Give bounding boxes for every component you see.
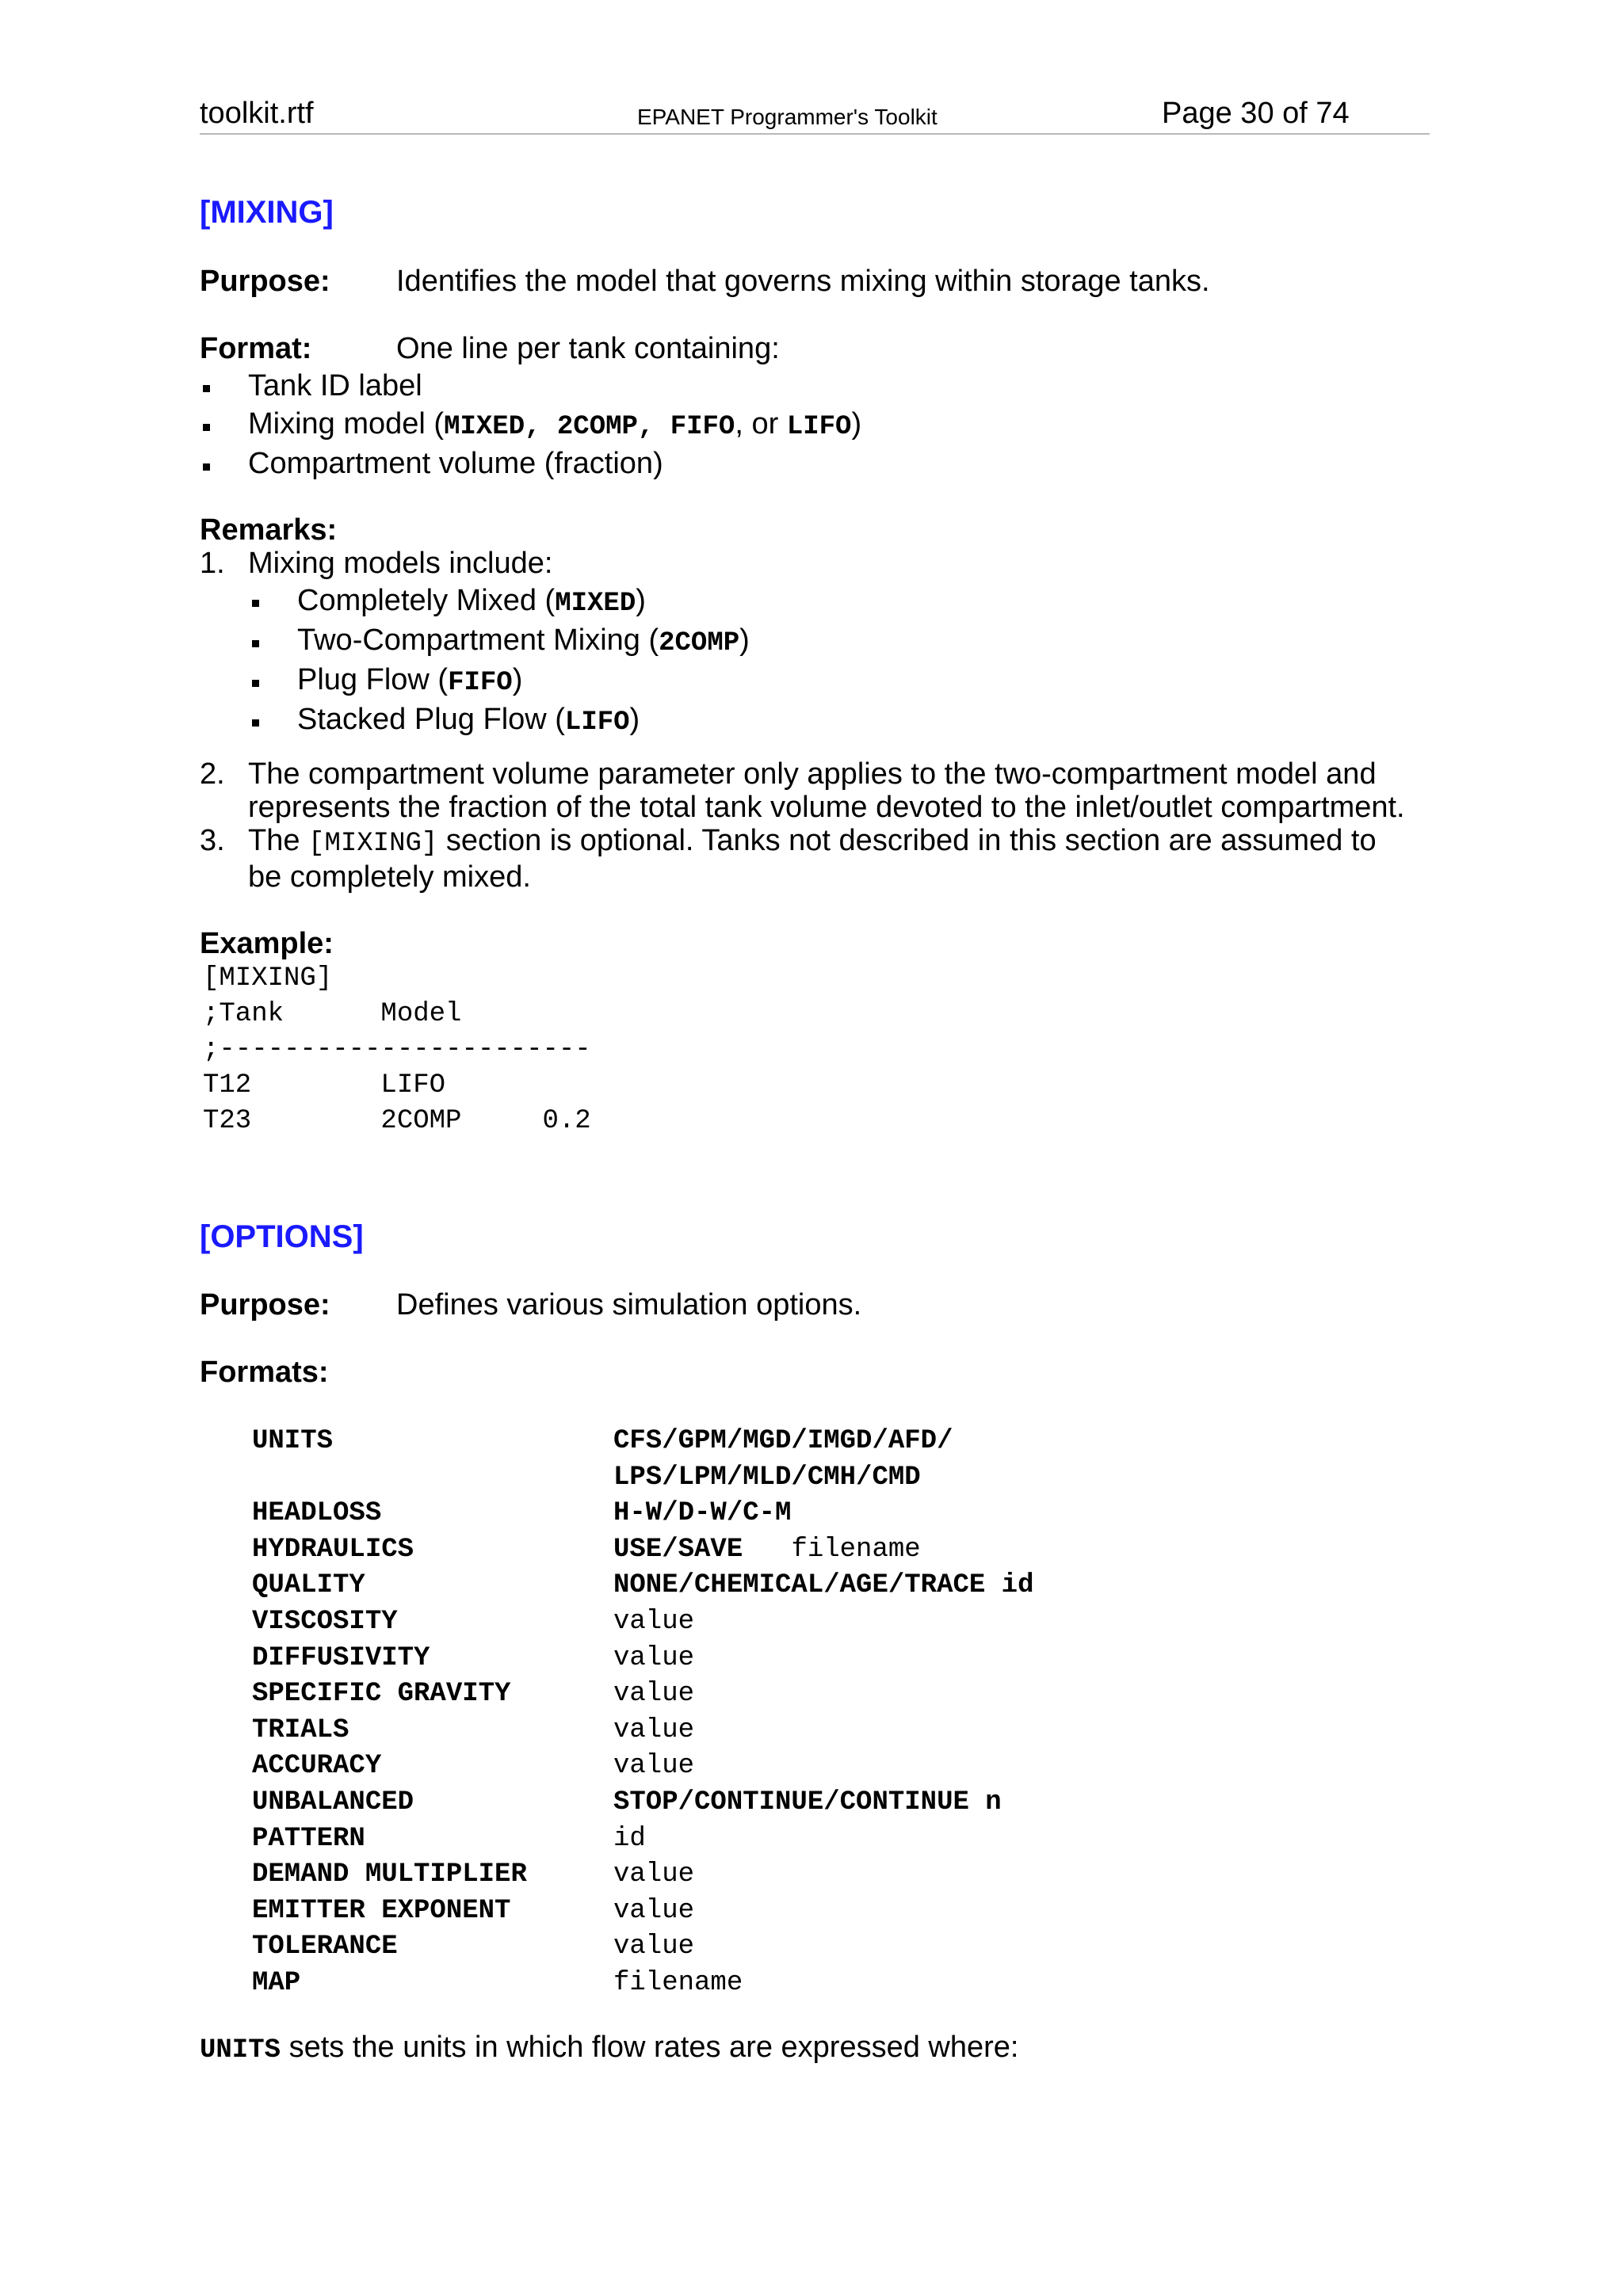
- option-key: SPECIFIC GRAVITY: [252, 1679, 511, 1709]
- option-key: QUALITY: [252, 1570, 365, 1600]
- option-value: [613, 1463, 921, 1493]
- format-item-mixing-model: [248, 407, 861, 442]
- example-line: [MIXING]: [203, 963, 333, 994]
- option-value-param: value: [613, 1932, 695, 1962]
- option-value-keyword: STOP/CONTINUE/CONTINUE n: [613, 1787, 1002, 1817]
- section-title-options: [OPTIONS]: [200, 1219, 364, 1254]
- model-two-compartment: [297, 624, 750, 658]
- option-value: [613, 1932, 694, 1962]
- model-close: ): [739, 624, 750, 657]
- remark-2-number: 2.: [200, 757, 225, 791]
- option-key: TRIALS: [252, 1715, 349, 1745]
- remark-1-text: Mixing models include:: [248, 547, 553, 580]
- bullet-icon: [203, 424, 210, 431]
- remark-3-post: section is optional. Tanks not described in this section are assumed to: [437, 824, 1377, 857]
- option-value: [613, 1824, 646, 1854]
- model-close: ): [636, 584, 646, 617]
- format-item-tank-id: Tank ID label: [248, 369, 422, 402]
- remark-1-number: 1.: [200, 547, 225, 580]
- option-value-param: filename: [743, 1535, 921, 1565]
- option-key: UNITS: [252, 1426, 334, 1456]
- section-title-mixing: [MIXING]: [200, 195, 334, 230]
- remarks-label: Remarks:: [200, 513, 338, 547]
- option-value-keyword: H-W/D-W/C-M: [613, 1498, 792, 1528]
- option-key: TOLERANCE: [252, 1932, 398, 1962]
- header-doc-title: EPANET Programmer's Toolkit: [637, 105, 938, 129]
- units-description: [200, 2031, 1018, 2065]
- model-stacked-plug-flow: [297, 703, 640, 738]
- option-key: EMITTER EXPONENT: [252, 1896, 511, 1926]
- bullet-icon: [252, 600, 259, 607]
- bullet-icon: [203, 463, 210, 471]
- option-value-param: value: [613, 1715, 695, 1745]
- option-value-keyword: CFS/GPM/MGD/IMGD/AFD/: [613, 1426, 953, 1456]
- bullet-icon: [252, 640, 259, 647]
- example-line: ;-----------------------: [203, 1035, 591, 1065]
- option-key: PATTERN: [252, 1824, 365, 1854]
- option-value: [613, 1896, 694, 1926]
- option-value: [613, 1859, 694, 1890]
- format-item-code-lifo: LIFO: [786, 412, 852, 442]
- option-value-param: value: [613, 1896, 695, 1926]
- option-value: [613, 1570, 1034, 1600]
- header-filename: toolkit.rtf: [200, 97, 314, 130]
- option-value-keyword: NONE/CHEMICAL/AGE/TRACE id: [613, 1570, 1034, 1600]
- option-value-param: value: [613, 1607, 695, 1637]
- example-line: T23 2COMP 0.2: [203, 1106, 591, 1136]
- header-page-number: Page 30 of 74: [1162, 97, 1350, 130]
- options-purpose-label: Purpose:: [200, 1288, 330, 1322]
- options-purpose-text: Defines various simulation options.: [396, 1288, 862, 1322]
- option-key: DIFFUSIVITY: [252, 1643, 430, 1673]
- units-code: UNITS: [200, 2035, 281, 2065]
- option-value: [613, 1498, 791, 1528]
- option-key: HEADLOSS: [252, 1498, 382, 1528]
- formats-label: Formats:: [200, 1356, 329, 1389]
- format-item-codes: MIXED, 2COMP, FIFO: [444, 412, 735, 442]
- remark-3-pre: The: [248, 824, 309, 857]
- option-key: VISCOSITY: [252, 1607, 398, 1637]
- option-value-keyword: LPS/LPM/MLD/CMH/CMD: [613, 1463, 921, 1493]
- option-value: [613, 1679, 694, 1709]
- model-label: Plug Flow (: [297, 663, 449, 696]
- option-value-param: id: [613, 1824, 646, 1854]
- purpose-text: Identifies the model that governs mixing within storage tanks.: [396, 265, 1210, 298]
- option-value: [613, 1426, 953, 1456]
- option-key: UNBALANCED: [252, 1787, 414, 1817]
- format-item-close: ): [851, 407, 862, 441]
- model-close: ): [629, 703, 640, 736]
- format-item-or: , or: [735, 407, 787, 441]
- format-item-mixing-model-text: Mixing model (: [248, 407, 445, 441]
- format-item-compartment: Compartment volume (fraction): [248, 447, 663, 480]
- model-close: ): [512, 663, 523, 696]
- option-key: MAP: [252, 1968, 301, 1998]
- option-key: HYDRAULICS: [252, 1535, 414, 1565]
- example-line: T12 LIFO: [203, 1070, 446, 1100]
- option-value: [613, 1715, 694, 1745]
- format-label: Format:: [200, 332, 312, 365]
- option-value: [613, 1968, 743, 1998]
- option-key: DEMAND MULTIPLIER: [252, 1859, 527, 1890]
- model-code: MIXED: [555, 589, 636, 619]
- purpose-label: Purpose:: [200, 265, 330, 298]
- option-key: ACCURACY: [252, 1751, 382, 1781]
- model-label: Completely Mixed (: [297, 584, 556, 617]
- model-plug-flow: [297, 663, 522, 698]
- option-value: [613, 1607, 694, 1637]
- bullet-icon: [203, 385, 210, 392]
- example-line: ;Tank Model: [203, 999, 462, 1029]
- example-label: Example:: [200, 927, 334, 960]
- option-value-param: value: [613, 1751, 695, 1781]
- remark-3-number: 3.: [200, 824, 225, 857]
- model-code: LIFO: [564, 707, 630, 738]
- units-text: sets the units in which flow rates are expressed where:: [281, 2031, 1019, 2064]
- option-value: [613, 1787, 1002, 1817]
- remark-2-line-1: The compartment volume parameter only applies to the two-compartment model and: [248, 757, 1377, 791]
- remark-2-line-2: represents the fraction of the total tank volume devoted to the inlet/outlet compartment.: [248, 791, 1405, 824]
- option-value-param: value: [613, 1643, 695, 1673]
- option-value-keyword: USE/SAVE: [613, 1535, 743, 1565]
- model-code: FIFO: [448, 668, 513, 698]
- format-text: One line per tank containing:: [396, 332, 780, 365]
- option-value-param: value: [613, 1859, 695, 1890]
- model-label: Two-Compartment Mixing (: [297, 624, 659, 657]
- bullet-icon: [252, 719, 259, 727]
- option-value: [613, 1643, 694, 1673]
- model-label: Stacked Plug Flow (: [297, 703, 565, 736]
- model-code: 2COMP: [659, 628, 740, 658]
- model-completely-mixed: [297, 584, 646, 619]
- header-divider: [200, 133, 1430, 135]
- remark-3-line-1: [248, 824, 1377, 859]
- bullet-icon: [252, 680, 259, 687]
- option-value: [613, 1751, 694, 1781]
- option-value-param: filename: [613, 1968, 743, 1998]
- option-value: [613, 1535, 921, 1565]
- option-value-param: value: [613, 1679, 695, 1709]
- remark-3-line-2: be completely mixed.: [248, 860, 531, 894]
- remark-3-code: [MIXING]: [308, 829, 438, 859]
